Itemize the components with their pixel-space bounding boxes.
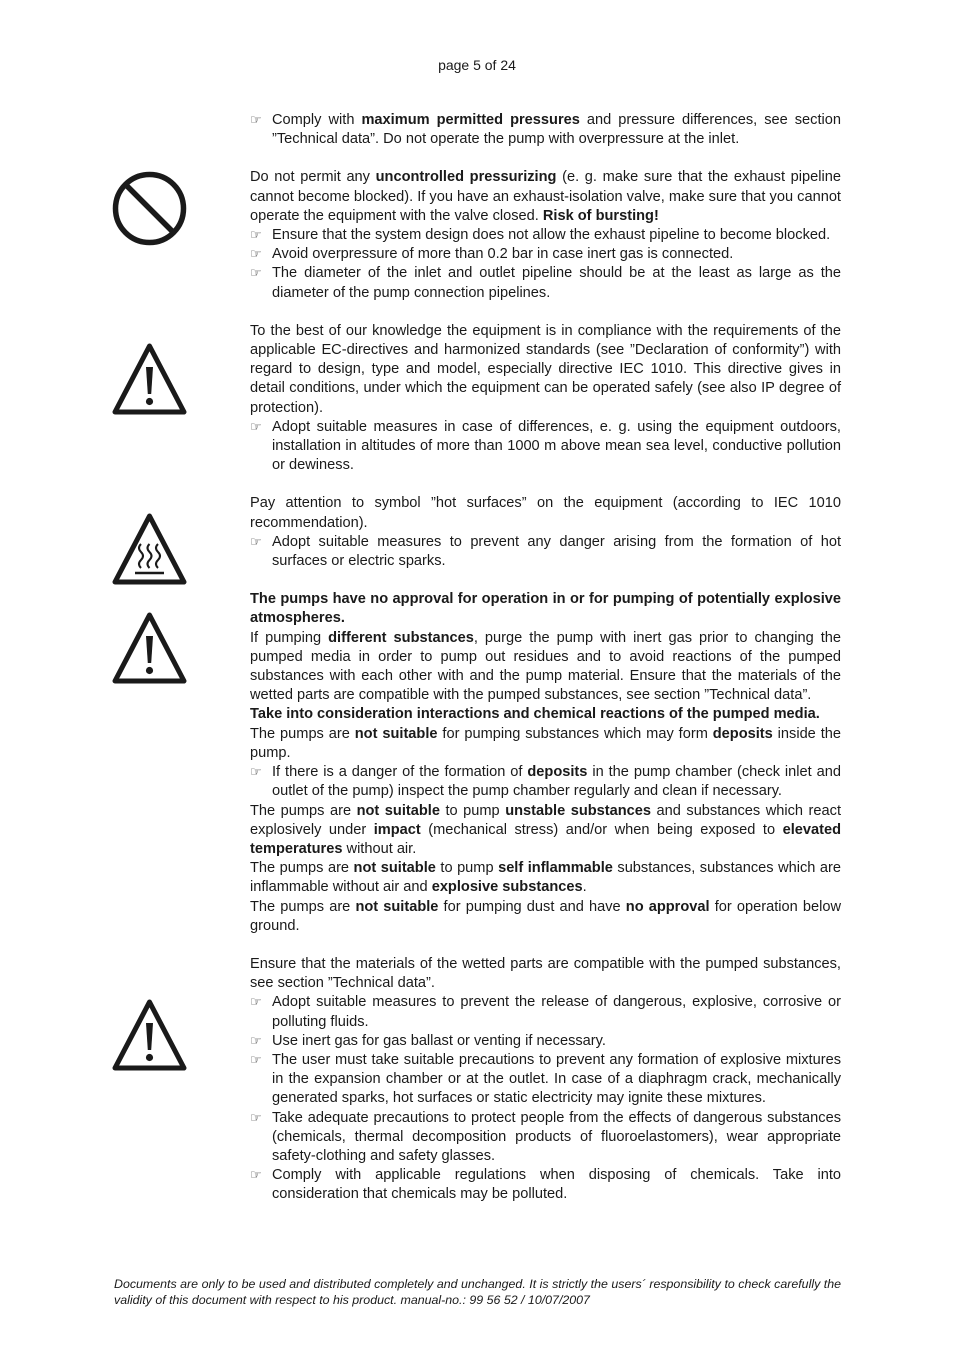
- text: substances, substances which are inflammable without air and: [250, 860, 842, 896]
- text: The pumps are: [250, 860, 354, 877]
- text: To the best of our knowledge the equipment is in compliance with the requirements of the applicable EC-directives and harmonized standards (see ”Declaration of conformity”) with regard to design, type and model, especially directive IEC 1010. This directive gives in detail conditions, under which the equipment can be operated safely (see also IP degree of protection).: [250, 322, 841, 416]
- hot-surface-warning-icon: [111, 510, 188, 587]
- text: to pump: [435, 860, 499, 877]
- bold-text: uncontrolled pressurizing: [375, 169, 557, 186]
- safety-instructions: [250, 111, 841, 1224]
- text: The pumps are: [250, 802, 357, 819]
- text: for operation below ground.: [250, 898, 841, 934]
- pointing-hand-icon: ☞: [250, 534, 262, 550]
- bullet-item: [250, 226, 841, 245]
- bold-text: elevated temperatures: [250, 821, 841, 857]
- bullet-item: [250, 993, 841, 1031]
- paragraph: [250, 168, 841, 226]
- pointing-hand-icon: ☞: [250, 266, 262, 282]
- paragraph: [250, 898, 841, 936]
- pointing-hand-icon: ☞: [250, 113, 262, 128]
- bullet-item: [250, 1109, 841, 1167]
- paragraph: [250, 859, 841, 897]
- bold-text: Take into consideration interactions and chemical reactions of the pumped media.: [250, 706, 820, 723]
- text: Adopt suitable measures in case of differences, e. g. using the equipment outdoors, installation in altitudes of more than 1000 m above mean sea level, conductive pollution or dewiness.: [272, 418, 841, 474]
- paragraph: [250, 322, 841, 418]
- bullet-item: [250, 1032, 841, 1051]
- bold-text: self inflammable: [498, 860, 613, 877]
- bold-text: different substances: [328, 629, 474, 646]
- bold-text: impact: [373, 821, 421, 838]
- bold-text: unstable substances: [505, 802, 652, 819]
- text-block: [250, 322, 841, 476]
- bullet-item: [250, 418, 841, 476]
- bold-text: Risk of bursting!: [542, 207, 659, 224]
- paragraph: [250, 629, 841, 706]
- text: inside the pump.: [250, 725, 841, 761]
- text: Comply with: [272, 112, 362, 128]
- text: Adopt suitable measures to prevent any danger arising from the formation of hot surfaces or electric sparks.: [272, 533, 841, 570]
- bold-text: deposits: [527, 764, 588, 781]
- bullet-item: [250, 763, 841, 801]
- warning-triangle-icon: [111, 340, 188, 417]
- text: Comply with applicable regulations when disposing of chemicals. Take into consideration that chemicals may be polluted.: [272, 1167, 841, 1203]
- text: If there is a danger of the formation of: [272, 764, 528, 781]
- paragraph: [250, 590, 841, 628]
- text: If pumping: [250, 629, 329, 646]
- text: Ensure that the materials of the wetted parts are compatible with the pumped substances, see section ”Technical data”.: [250, 955, 841, 992]
- text: The pumps are: [250, 725, 355, 742]
- text: The pumps are: [250, 898, 356, 915]
- pointing-hand-icon: ☞: [250, 1110, 262, 1126]
- bullet-item: [250, 245, 841, 264]
- text: in the pump chamber (check inlet and outlet of the pump) inspect the pump chamber regularly and clean if necessary.: [272, 764, 841, 800]
- paragraph: [250, 725, 841, 763]
- text-block: [250, 168, 841, 302]
- text: Take adequate precautions to protect people from the effects of dangerous substances (chemicals, thermal decomposition products of fluoroelastomers), wear appropriate safety-clothing and safety glasses.: [272, 1109, 841, 1164]
- pointing-hand-icon: ☞: [250, 995, 262, 1011]
- warning-triangle-icon: [111, 609, 188, 686]
- text: Use inert gas for gas ballast or venting if necessary.: [272, 1032, 606, 1049]
- pointing-hand-icon: ☞: [250, 1033, 262, 1049]
- text: and substances which react explosively under: [250, 802, 842, 838]
- text: Ensure that the system design does not allow the exhaust pipeline to become blocked.: [272, 227, 831, 244]
- text-block: [250, 955, 841, 1205]
- prohibition-icon: [111, 170, 188, 247]
- pointing-hand-icon: ☞: [250, 765, 262, 781]
- pointing-hand-icon: ☞: [250, 1052, 262, 1068]
- bullet-item: [250, 1051, 841, 1109]
- bullet-item: [250, 264, 841, 302]
- bold-text: not suitable: [354, 725, 438, 742]
- pointing-hand-icon: ☞: [250, 247, 262, 263]
- bold-text: deposits: [712, 725, 773, 742]
- warning-triangle-icon: [111, 996, 188, 1073]
- text: (mechanical stress) and/or when being exposed to: [420, 821, 783, 838]
- paragraph: [250, 802, 841, 860]
- pointing-hand-icon: ☞: [250, 228, 262, 244]
- bold-text: no approval: [625, 898, 710, 915]
- text: without air.: [342, 840, 417, 857]
- paragraph: [250, 494, 841, 532]
- pointing-hand-icon: ☞: [250, 419, 262, 435]
- text: for pumping dust and have: [438, 898, 626, 915]
- page-number: page 5 of 24: [438, 57, 516, 73]
- text: (e. g. make sure that the exhaust pipeline cannot become blocked). If you have an exhaust-isolation valve, make sure that you cannot operate the equipment with the valve closed.: [250, 169, 841, 224]
- text: Adopt suitable measures to prevent the release of dangerous, explosive, corrosive or polluting fluids.: [272, 994, 841, 1030]
- text: Do not permit any: [250, 169, 376, 186]
- text: The user must take suitable precautions to prevent any formation of explosive mixtures in the expansion chamber or at the outlet. In case of a diaphragm crack, mechanically generated sparks, hot surfaces or static electricity may ignite these mixtures.: [272, 1051, 841, 1107]
- bullet-item: [250, 533, 841, 571]
- bullet-item: [250, 111, 841, 149]
- text: to pump: [439, 802, 506, 819]
- text-block: [250, 590, 841, 936]
- text: , purge the pump with inert gas prior to changing the pumped media in order to pump out residues and to avoid reactions of the pumped substances with each other with and the pump material. Ensure that the materials of the wetted parts are compatible with the pumped substances, see section ”Technical data”.: [250, 629, 841, 704]
- text: .: [582, 879, 587, 896]
- bold-text: maximum permitted pressures: [361, 112, 580, 128]
- bold-text: not suitable: [355, 898, 439, 915]
- bold-text: The pumps have no approval for operation in or for pumping of potentially explosive atmospheres.: [250, 591, 841, 627]
- bold-text: not suitable: [356, 802, 440, 819]
- text: Avoid overpressure of more than 0.2 bar in case inert gas is connected.: [272, 246, 734, 263]
- document-footer: Documents are only to be used and distributed completely and unchanged. It is strictly the users´ responsibility to check carefully the validity of this document with respect to his product. manual-no.: 99 56 52 / 10/07/2007: [114, 1277, 841, 1307]
- text-block: [250, 111, 841, 149]
- bold-text: not suitable: [353, 860, 436, 877]
- bold-text: explosive substances: [431, 879, 583, 896]
- pointing-hand-icon: ☞: [250, 1168, 262, 1184]
- text: for pumping substances which may form: [437, 725, 713, 742]
- paragraph: [250, 955, 841, 993]
- text: and pressure differences, see section ”Technical data”. Do not operate the pump with overpressure at the inlet.: [272, 112, 841, 148]
- paragraph: [250, 705, 841, 724]
- text: The diameter of the inlet and outlet pipeline should be at the least as large as the diameter of the pump connection pipelines.: [272, 265, 841, 301]
- text-block: [250, 494, 841, 571]
- bullet-item: [250, 1166, 841, 1204]
- text: Pay attention to symbol ”hot surfaces” on the equipment (according to IEC 1010 recommendation).: [250, 495, 841, 531]
